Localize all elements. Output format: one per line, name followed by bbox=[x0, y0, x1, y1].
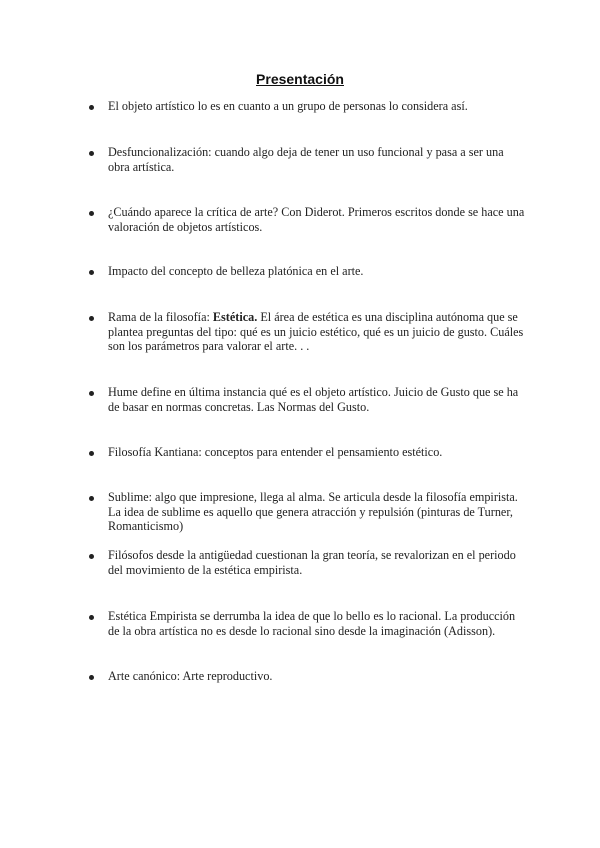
bullet-icon bbox=[89, 270, 94, 275]
bullet-icon bbox=[89, 615, 94, 620]
bullet-icon bbox=[89, 554, 94, 559]
bullet-icon bbox=[89, 211, 94, 216]
list-item-text bbox=[108, 310, 528, 354]
item-bold-term: Estética. bbox=[212, 310, 258, 324]
bullet-icon bbox=[89, 675, 94, 680]
bullet-icon bbox=[89, 151, 94, 156]
list-item-text: El objeto artístico lo es en cuanto a un grupo de personas lo considera así. bbox=[108, 99, 468, 113]
list-item-text: Filósofos desde la antigüedad cuestionan la gran teoría, se revalorizan en el periodo del movimiento de la estética empirista. bbox=[108, 548, 516, 577]
item-suffix: El área de estética es una disciplina autónoma que se plantea preguntas del tipo: qué es un juicio estético, qué es un juicio de gusto. Cuáles son los parámetros para valorar el arte. . . bbox=[108, 310, 524, 353]
page-title: Presentación bbox=[256, 71, 344, 87]
list-item-text: Desfuncionalización: cuando algo deja de tener un uso funcional y pasa a ser una obra artística. bbox=[108, 145, 504, 174]
list-item-text: Hume define en última instancia qué es el objeto artístico. Juicio de Gusto que se ha de basar en normas concretas. Las Normas del Gusto. bbox=[108, 385, 519, 414]
list-item-text: Impacto del concepto de belleza platónica en el arte. bbox=[108, 264, 364, 278]
list-item-text: Filosofía Kantiana: conceptos para entender el pensamiento estético. bbox=[108, 445, 443, 459]
bullet-icon bbox=[89, 451, 94, 456]
list-item-text: Estética Empirista se derrumba la idea de que lo bello es lo racional. La producción de la obra artística no es desde lo racional sino desde la imaginación (Adisson). bbox=[108, 609, 516, 638]
bullet-icon bbox=[89, 391, 94, 396]
bullet-icon bbox=[89, 316, 94, 321]
bullet-icon bbox=[89, 105, 94, 110]
list-item-text: ¿Cuándo aparece la crítica de arte? Con Diderot. Primeros escritos donde se hace una valoración de objetos artísticos. bbox=[108, 205, 525, 234]
list-item-text: Sublime: algo que impresione, llega al alma. Se articula desde la filosofía empirista. La idea de sublime es aquello que genera atracción y repulsión (pinturas de Turner, Romanticismo) bbox=[108, 490, 518, 533]
bullet-icon bbox=[89, 496, 94, 501]
list-item-text: Arte canónico: Arte reproductivo. bbox=[108, 669, 273, 683]
item-prefix: Rama de la filosofía: bbox=[108, 310, 213, 324]
